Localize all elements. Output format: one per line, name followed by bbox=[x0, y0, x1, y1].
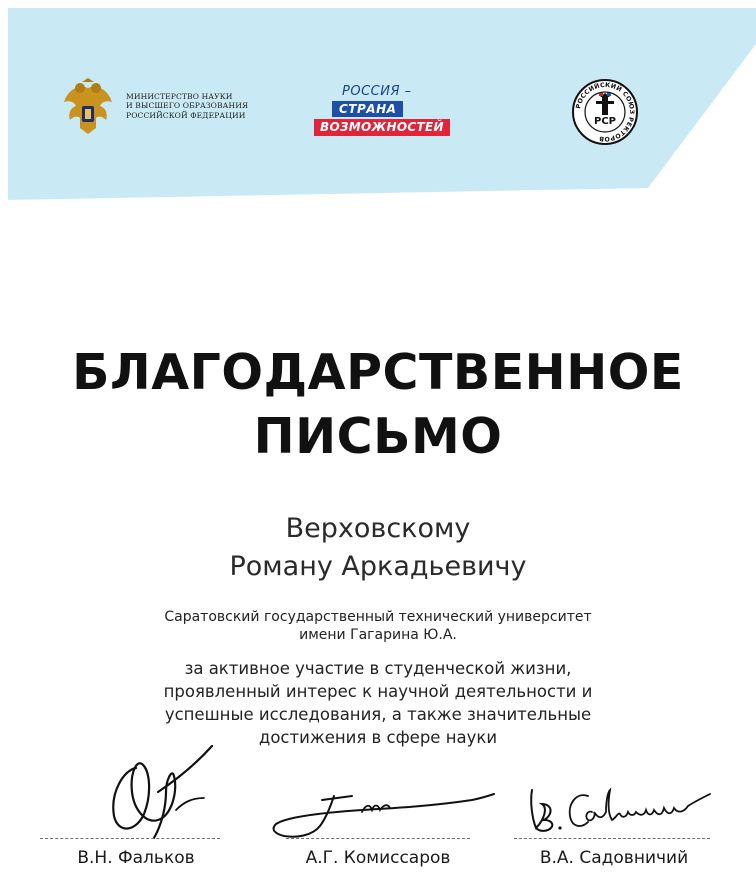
university-line: имени Гагарина Ю.А. bbox=[299, 627, 457, 643]
ministry-line: МИНИСТЕРСТВО НАУКИ bbox=[126, 92, 233, 101]
signature-line bbox=[40, 838, 220, 839]
reason-line: проявленный интерес к научной деятельности и bbox=[163, 682, 593, 701]
ministry-name bbox=[126, 92, 249, 120]
university-line: Саратовский государственный технический университет bbox=[164, 609, 592, 625]
signatory-name: А.Г. Комиссаров bbox=[305, 848, 451, 868]
signature-falkov bbox=[92, 740, 232, 845]
signature-line bbox=[286, 838, 470, 839]
signature-sadovnichiy bbox=[522, 782, 722, 838]
reason-line: достижения в сфере науки bbox=[258, 728, 498, 747]
signatory-name: В.Н. Фальков bbox=[77, 848, 195, 868]
seal-ring-text: РОССИЙСКИЙ СОЮЗ РЕКТОРОВ bbox=[575, 81, 636, 143]
logo-line-strana: СТРАНА bbox=[332, 101, 403, 117]
logo-line-vozmozhnostey: ВОЗМОЖНОСТЕЙ bbox=[314, 119, 450, 136]
signature-line bbox=[514, 838, 710, 839]
letter-title-line: БЛАГОДАРСТВЕННОЕ bbox=[72, 344, 684, 401]
recipient-surname: Верховскому bbox=[285, 513, 471, 544]
signature-komissarov bbox=[262, 778, 502, 844]
ministry-line: И ВЫСШЕГО ОБРАЗОВАНИЯ bbox=[126, 101, 249, 111]
recipient-given-name: Роману Аркадьевичу bbox=[229, 551, 527, 582]
letter-title-line: ПИСЬМО bbox=[253, 408, 503, 465]
ministry-eagle-emblem-icon bbox=[60, 78, 116, 138]
reason-line: за активное участие в студенческой жизни, bbox=[184, 659, 572, 678]
signatory-name: В.А. Садовничий bbox=[539, 848, 689, 868]
seal-abbr: РСР bbox=[594, 116, 616, 127]
russia-opportunities-logo bbox=[312, 84, 448, 140]
rectors-union-seal-icon bbox=[572, 79, 638, 145]
logo-line-russia: РОССИЯ – bbox=[342, 84, 412, 99]
reason-line: успешные исследования, а также значительные bbox=[164, 705, 592, 724]
ministry-line: РОССИЙСКОЙ ФЕДЕРАЦИИ bbox=[126, 110, 246, 120]
